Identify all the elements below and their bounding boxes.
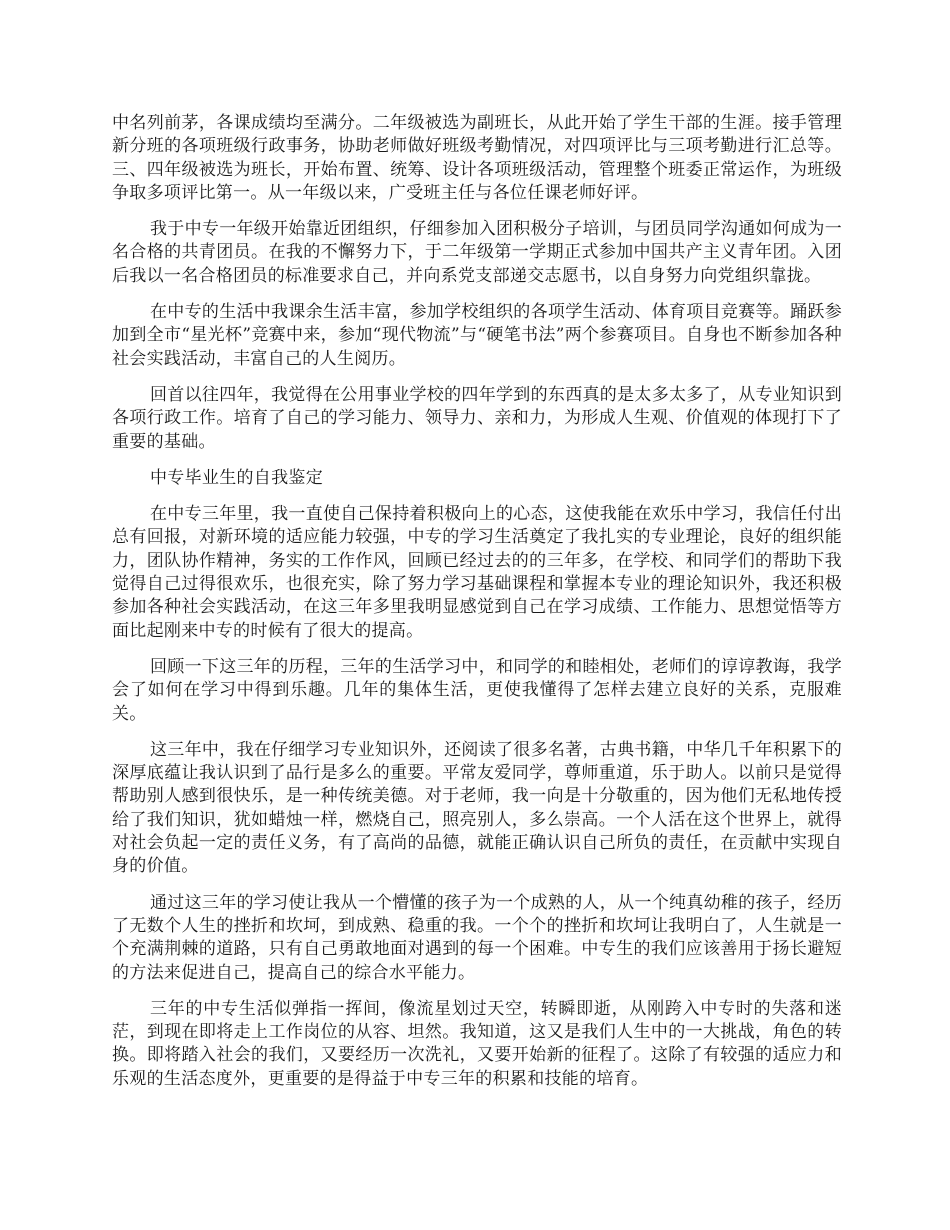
paragraph: 三年的中专生活似弹指一挥间，像流星划过天空，转瞬即逝，从刚跨入中专时的失落和迷茫，到现在即将走上工作岗位的从容、坦然。我知道，这又是我们人生中的一大挑战，角色的转换。即将踏入社会的我们，又要经历一次洗礼，又要开始新的征程了。这除了有较强的适应力和乐观的生活态度外，更重要的是得益于中专三年的积累和技能的培育。: [112, 998, 842, 1089]
paragraph: 这三年中，我在仔细学习专业知识外，还阅读了很多名著，古典书籍，中华几千年积累下的深厚底蕴让我认识到了品行是多么的重要。平常友爱同学，尊师重道，乐于助人。以前只是觉得帮助别人感到很快乐，是一种传统美德。对于老师，我一向是十分敬重的，因为他们无私地传授给了我们知识，犹如蜡烛一样，燃烧自己，照亮别人，多么崇高。一个人活在这个世界上，就得对社会负起一定的责任义务，有了高尚的品德，就能正确认识自己所负的责任，在贡献中实现自身的价值。: [112, 739, 842, 877]
paragraph: 在中专三年里，我一直使自己保持着积极向上的心态，这使我能在欢乐中学习，我信任付出总有回报，对新环境的适应能力较强，中专的学习生活奠定了我扎实的专业理论，良好的组织能力，团队协作精神，务实的工作作风，回顾已经过去的的三年多，在学校、和同学们的帮助下我觉得自己过得很欢乐，也很充实，除了努力学习基础课程和掌握本专业的理论知识外，我还积极参加各种社会实践活动，在这三年多里我明显感觉到自己在学习成绩、工作能力、思想觉悟等方面比起刚来中专的时候有了很大的提高。: [112, 504, 842, 641]
paragraph: 通过这三年的学习使让我从一个懵懂的孩子为一个成熟的人，从一个纯真幼稚的孩子，经历了无数个人生的挫折和坎坷，到成熟、稳重的我。一个个的挫折和坎坷让我明白了，人生就是一个充满荆棘的道路，只有自己勇敢地面对遇到的每一个困难。中专生的我们应该善用于扬长避短的方法来促进自己，提高自己的综合水平能力。: [112, 892, 842, 983]
paragraph-continued: 中名列前茅，各课成绩均至满分。二年级被选为副班长，从此开始了学生干部的生涯。接手管理新分班的各项班级行政事务，协助老师做好班级考勤情况，对四项评比与三项考勤进行汇总等。三、四年级被选为班长，开始布置、统筹、设计各项班级活动，管理整个班委正常运作，为班级争取多项评比第一。从一年级以来，广受班主任与各位任课老师好评。: [112, 113, 842, 203]
paragraph: 在中专的生活中我课余生活丰富，参加学校组织的各项学生活动、体育项目竞赛等。踊跃参加到全市“星光杯”竞赛中来，参加“现代物流”与“硬笔书法”两个参赛项目。自身也不断参加各种社会实践活动，丰富自己的人生阅历。: [112, 302, 842, 369]
paragraph: 回首以往四年，我觉得在公用事业学校的四年学到的东西真的是太多太多了，从专业知识到各项行政工作。培育了自己的学习能力、领导力、亲和力，为形成人生观、价值观的体现打下了重要的基础。: [112, 384, 842, 452]
document-page: [112, 112, 842, 1104]
section-title: 中专毕业生的自我鉴定: [150, 467, 323, 488]
paragraph: 我于中专一年级开始靠近团组织，仔细参加入团积极分子培训，与团员同学沟通如何成为一名合格的共青团员。在我的不懈努力下，于二年级第一学期正式参加中国共产主义青年团。入团后我以一名合格团员的标准要求自己，并向系党支部递交志愿书，以自身努力向党组织靠拢。: [112, 219, 842, 286]
paragraph: 回顾一下这三年的历程，三年的生活学习中，和同学的和睦相处，老师们的谆谆教诲，我学会了如何在学习中得到乐趣。几年的集体生活，更使我懂得了怎样去建立良好的关系，克服难关。: [112, 656, 842, 724]
